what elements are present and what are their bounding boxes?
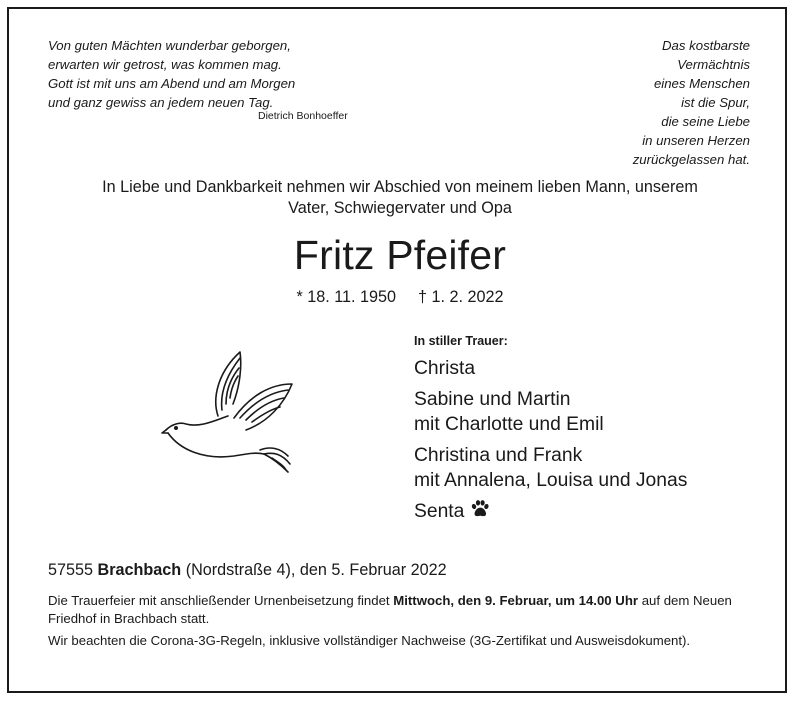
legacy-quote xyxy=(633,36,750,169)
mourner-line: mit Charlotte und Emil xyxy=(414,414,604,435)
funeral-info xyxy=(48,592,760,628)
mourner-line: Christina und Frank xyxy=(414,444,583,466)
quote-line: die seine Liebe xyxy=(661,114,750,129)
quote-line: Gott ist mit uns am Abend und am Morgen xyxy=(48,76,296,91)
life-dates xyxy=(40,287,760,308)
funeral-datetime: Mittwoch, den 9. Februar, um 14.00 Uhr xyxy=(393,593,639,608)
quote-line: in unseren Herzen xyxy=(642,133,750,148)
mourner-line: Christa xyxy=(414,358,476,379)
pet-name: Senta xyxy=(414,500,465,522)
intro-line: Vater, Schwiegervater und Opa xyxy=(288,199,512,217)
mourners-block xyxy=(414,333,687,531)
mourner-line xyxy=(414,499,687,527)
mourner-line: mit Annalena, Louisa und Jonas xyxy=(414,470,688,491)
quote-line: eines Menschen xyxy=(653,76,750,91)
quote-line: Vermächtnis xyxy=(677,57,750,72)
mourner-group xyxy=(414,387,687,438)
bonhoeffer-quote xyxy=(48,36,295,112)
farewell-intro xyxy=(40,177,760,219)
quote-author: Dietrich Bonhoeffer xyxy=(258,110,348,122)
city-name: Brachbach xyxy=(97,561,182,579)
deceased-name: Fritz Pfeifer xyxy=(293,232,507,278)
intro-line: In Liebe und Dankbarkeit nehmen wir Abschied von meinem lieben Mann, unserem xyxy=(102,178,698,196)
funeral-info-text: auf dem Neuen Friedhof in Brachbach statt. xyxy=(48,593,732,626)
quote-line: Von guten Mächten wunderbar geborgen, xyxy=(48,38,291,53)
birth-date: * 18. 11. 1950 xyxy=(296,288,397,306)
quote-line: ist die Spur, xyxy=(681,95,750,110)
mourner-line: Sabine und Martin xyxy=(414,388,571,410)
quote-line: und ganz gewiss an jedem neuen Tag. xyxy=(48,95,274,110)
mourner-group xyxy=(414,443,687,494)
funeral-info-text: Die Trauerfeier mit anschließender Urnenbeisetzung findet xyxy=(48,593,390,608)
covid-notice: Wir beachten die Corona-3G-Regeln, inklusive vollständiger Nachweise (3G-Zertifikat und Ausweisdokument). xyxy=(48,633,691,648)
death-date: † 1. 2. 2022 xyxy=(418,288,504,306)
quote-line: zurückgelassen hat. xyxy=(632,152,750,167)
dove-icon xyxy=(160,346,295,478)
paw-icon xyxy=(470,499,490,527)
address-line xyxy=(48,560,447,581)
mourners-label: In stiller Trauer: xyxy=(414,334,508,348)
mourner-group xyxy=(414,356,687,382)
street-and-date: (Nordstraße 4), den 5. Februar 2022 xyxy=(185,561,447,579)
mourner-group xyxy=(414,499,687,527)
zip-code: 57555 xyxy=(48,561,94,579)
quote-line: erwarten wir getrost, was kommen mag. xyxy=(48,57,282,72)
quote-line: Das kostbarste xyxy=(662,38,750,53)
